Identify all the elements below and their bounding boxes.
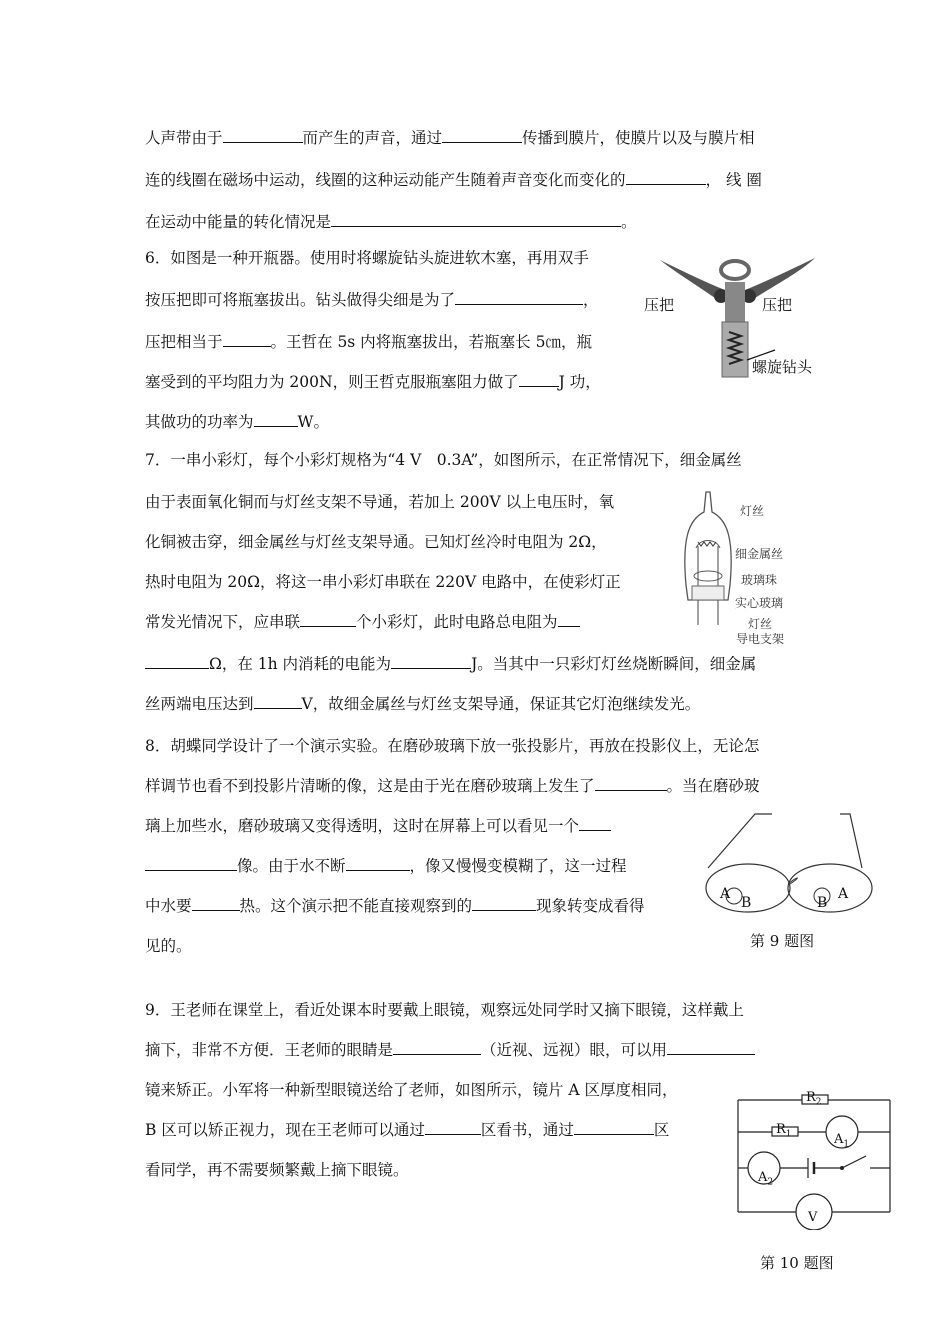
text: 常发光情况下，应串联: [145, 613, 301, 631]
fig6-label-left: 压把: [644, 296, 675, 314]
blank[interactable]: [393, 1040, 481, 1055]
blank[interactable]: [254, 412, 298, 427]
subscript: 1: [785, 1129, 792, 1140]
q9-line-1: 9．王老师在课堂上，看近处课本时要戴上眼镜，观察远处同学时又摘下眼镜，这样戴上: [145, 1001, 744, 1019]
figure-9-caption: 第 9 题图: [750, 932, 815, 950]
text: R: [806, 1090, 816, 1105]
fig7-label-support: 导电支架: [736, 632, 785, 646]
fig7-label-wire: 细金属丝: [735, 547, 784, 561]
blank[interactable]: [346, 856, 410, 871]
fig6-label-right: 压把: [762, 296, 793, 314]
fig9-b-right: B: [817, 895, 828, 911]
q5-line-1: [145, 128, 755, 148]
fig9-b-left: B: [741, 895, 752, 911]
text: R: [776, 1122, 786, 1137]
blank[interactable]: [300, 612, 356, 627]
q8-line-1: 8．胡蝶同学设计了一个演示实验。在磨砂玻璃下放一张投影片，再放在投影仪上，无论怎: [145, 737, 760, 755]
q7-line-4: 热时电阻为 20Ω，将这一串小彩灯串联在 220V 电路中，在使彩灯正: [145, 573, 621, 591]
text: 摘下，非常不方便．王老师的眼睛是: [145, 1041, 394, 1059]
subscript: 1: [843, 1139, 850, 1150]
blank[interactable]: [558, 612, 580, 627]
blank[interactable]: [626, 170, 706, 185]
text: 璃上加些水，磨砂玻璃又变得透明，这时在屏幕上可以看见一个: [145, 817, 580, 835]
fig10-v-label: V: [808, 1210, 818, 1225]
text: 中水要: [145, 897, 192, 915]
glasses-figure: [700, 810, 875, 920]
text: 其做功的功率为: [145, 413, 254, 431]
q8-line-2: [145, 776, 760, 796]
text: ，: [583, 291, 599, 309]
text: 而产生的声音，通过: [302, 129, 443, 147]
text: 在运动中能量的转化情况是: [145, 213, 332, 231]
fig7-label-bead: 玻璃珠: [741, 573, 778, 587]
q8-line-5: [145, 896, 645, 916]
text: A: [758, 1170, 768, 1185]
blank[interactable]: [574, 1120, 654, 1135]
text: J 功，: [558, 373, 601, 391]
blank[interactable]: [519, 372, 559, 387]
blank[interactable]: [223, 332, 271, 347]
q9-line-5: 看同学，再不需要频繁戴上摘下眼镜。: [145, 1161, 409, 1179]
q6-line-2: [145, 290, 599, 310]
q7-line-1: 7．一串小彩灯，每个小彩灯规格为“4 V 0.3A”，如图所示，在正常情况下，细金属丝: [145, 451, 742, 469]
q9-line-4: [145, 1120, 669, 1140]
q7-line-3: 化铜被击穿，细金属丝与灯丝支架导通。已知灯丝冷时电阻为 2Ω，: [145, 533, 607, 551]
blank[interactable]: [667, 1040, 755, 1055]
q5-line-3: [145, 212, 637, 232]
text: B 区可以矫正视力，现在王老师可以通过: [145, 1121, 425, 1139]
text: （近视、远视）眼，可以用: [481, 1041, 668, 1059]
figure-10-caption: 第 10 题图: [760, 1254, 834, 1272]
text: J。当其中一只彩灯灯丝烧断瞬间，细金属: [471, 655, 757, 673]
text: 区看书，通过: [480, 1121, 574, 1139]
subscript: 2: [767, 1177, 774, 1188]
q7-line-7: [145, 694, 700, 714]
fig10-a1-label: [834, 1132, 849, 1150]
text: 塞受到的平均阻力为 200N，则王哲克服瓶塞阻力做了: [145, 373, 519, 391]
q6-line-1: 6．如图是一种开瓶器。使用时将螺旋钻头旋进软木塞，再用双手: [145, 249, 589, 267]
q8-line-6: 见的。: [145, 937, 192, 955]
blank[interactable]: [192, 896, 240, 911]
fig7-label-filament: 灯丝: [740, 504, 765, 518]
text: ， 线 圈: [705, 171, 762, 189]
blank[interactable]: [595, 776, 667, 791]
blank[interactable]: [331, 212, 621, 227]
text: 区: [653, 1121, 670, 1139]
q6-line-3: [145, 332, 592, 352]
text: 样调节也看不到投影片清晰的像，这是由于光在磨砂玻璃上发生了: [145, 777, 595, 795]
text: ，像又慢慢变模糊了，这一过程: [409, 857, 627, 875]
blank[interactable]: [223, 128, 303, 143]
subscript: 2: [815, 1097, 822, 1108]
q7-line-5: [145, 612, 580, 632]
blank[interactable]: [579, 816, 611, 831]
text: 热。这个演示把不能直接观察到的: [239, 897, 473, 915]
blank[interactable]: [145, 856, 237, 871]
q7-line-2: 由于表面氧化铜而与灯丝支架不导通，若加上 200V 以上电压时，氧: [145, 493, 615, 511]
q9-line-2: [145, 1040, 755, 1060]
blank[interactable]: [391, 654, 471, 669]
text: Ω，在 1h 内消耗的电能为: [209, 655, 392, 673]
q5-line-2: [145, 170, 762, 190]
fig6-label-screw: 螺旋钻头: [752, 358, 813, 376]
q7-line-6: [145, 654, 756, 674]
q8-line-3: [145, 816, 611, 836]
text: A: [834, 1132, 844, 1147]
blank[interactable]: [425, 1120, 481, 1135]
fig10-a2-label: [758, 1170, 773, 1188]
fig7-label-glass: 实心玻璃: [735, 596, 784, 610]
text: W。: [297, 413, 329, 431]
fig9-a-left: A: [720, 886, 731, 902]
blank[interactable]: [145, 654, 209, 669]
blank[interactable]: [455, 290, 583, 305]
text: 。当在磨砂玻: [666, 777, 760, 795]
text: 。王哲在 5s 内将瓶塞拔出，若瓶塞长 5㎝，瓶: [270, 333, 592, 351]
text: 丝两端电压达到: [145, 695, 254, 713]
text: V，故细金属丝与灯丝支架导通，保证其它灯泡继续发光。: [301, 695, 701, 713]
text: 现象转变成看得: [536, 897, 645, 915]
text: 按压把即可将瓶塞拔出。钻头做得尖细是为了: [145, 291, 456, 309]
q6-line-4: [145, 372, 601, 392]
text: 。: [621, 213, 637, 231]
fig9-a-right: A: [838, 886, 849, 902]
q9-line-3: 镜来矫正。小军将一种新型眼镜送给了老师，如图所示，镜片 A 区厚度相同，: [145, 1081, 678, 1099]
fig7-label-filament2: 灯丝: [748, 617, 773, 631]
text: 像。由于水不断: [237, 857, 346, 875]
fig10-r2-label: [806, 1090, 822, 1108]
q8-line-4: [145, 856, 627, 876]
text: 个小彩灯，此时电路总电阻为: [356, 613, 558, 631]
fig10-r1-label: [776, 1122, 792, 1140]
text: 传播到膜片，使膜片以及与膜片相: [522, 129, 755, 147]
text: 连的线圈在磁场中运动，线圈的这种运动能产生随着声音变化而变化的: [145, 171, 626, 189]
blank[interactable]: [442, 128, 522, 143]
circuit-figure: [730, 1090, 900, 1230]
blank[interactable]: [254, 694, 302, 709]
q6-line-5: [145, 412, 329, 432]
text: 压把相当于: [145, 333, 223, 351]
blank[interactable]: [472, 896, 536, 911]
text: 人声带由于: [145, 129, 223, 147]
